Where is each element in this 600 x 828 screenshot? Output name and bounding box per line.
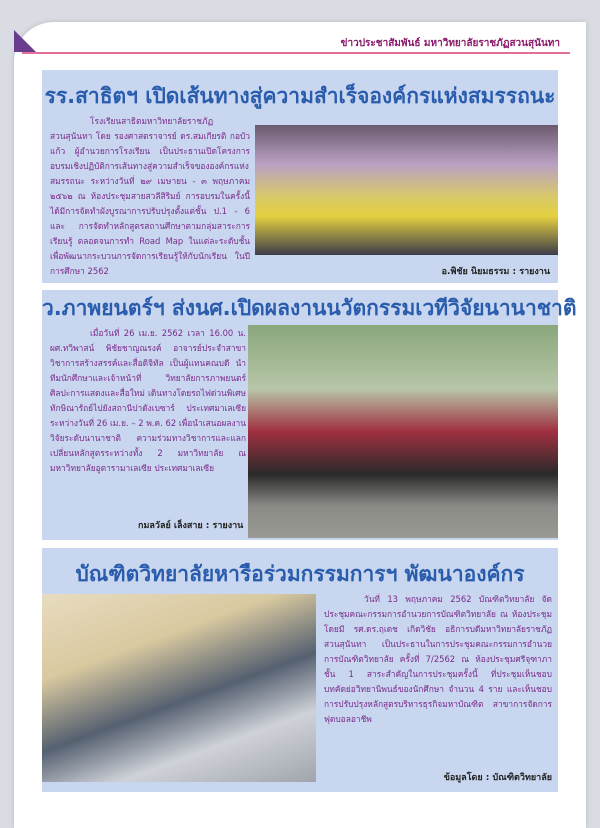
article-1 (42, 70, 558, 283)
article-title: บัณฑิตวิทยาลัยหารือร่วมกรรมการฯ พัฒนาองค์กร (75, 562, 525, 586)
article-credit: อ.พิชัย นิยมธรรม : รายงาน (441, 267, 550, 277)
corner-decoration (14, 30, 36, 52)
article-title: ว.ภาพยนตร์ฯ ส่งนศ.เปิดผลงานนวัตกรรมเวทีวิจัยนานาชาติ (42, 296, 577, 320)
article-credit: กมลวัลย์ เล็งสาย : รายงาน (138, 521, 244, 531)
header-rule (22, 52, 570, 54)
article-2 (42, 290, 577, 540)
article-credit: ข้อมูลโดย : บัณฑิตวิทยาลัย (443, 773, 552, 783)
meeting-photo (42, 594, 316, 782)
publication-header: ข่าวประชาสัมพันธ์ มหาวิทยาลัยราชภัฏสวนสุนันทา (340, 38, 560, 49)
students-photo (248, 325, 558, 538)
article-3 (42, 548, 558, 792)
article-title: รร.สาธิตฯ เปิดเส้นทางสู่ความสำเร็จองค์กรแห่งสมรรถนะ (44, 84, 556, 108)
article-body: เมื่อวันที่ 26 เม.ย. 2562 เวลา 16.00 น. ผศ.ทวิพาสน์ พิชัยชาญณรงค์ อาจารย์ประจำสาขาวิชาการสร้างสรรค์และสื่อดิจิทัล เป็นผู้แทนคณบดี นำทีมนักศึกษาและเจ้าหน้าที่ วิทยาลัยการภาพยนตร์ ศิลปะการแสดงและสื่อใหม่ เดินทางโดยรถไฟด่วนพิเศษทักษิณารัถย์ไปยังสถานีปาดังเบซาร์ ประเทศมาเลเซีย ระหว่างวันที่ 26 เม.ย. – 2 พ.ค. 62 เพื่อนำเสนอผลงานวิจัยระดับนานาชาติ ความร่วมทางวิชาการและแลกเปลี่ยนหลักสูตรระหว่างทั้ง 2 มหาวิทยาลัย ณ มหาวิทยาลัยอูตารามาเลเซีย ประเทศมาเลเซีย (50, 328, 246, 473)
article-body: วันที่ 13 พฤษภาคม 2562 บัณฑิตวิทยาลัย จัดประชุมคณะกรรมการอำนวยการบัณฑิตวิทยาลัย ณ ห้องประชุมโดยมี รศ.ดร.ฤเดช เกิดวิชัย อธิการบดีมหาวิทยาลัยราชภัฏสวนสุนันทา เป็นประธานในการประชุมคณะกรรมการอำนวยการบัณฑิตวิทยาลัย ครั้งที่ 7/2562 ณ ห้องประชุมศรีจุฑาภา ชั้น 1 สาระสำคัญในการประชุมครั้งนี้ ที่ประชุมเห็นชอบบทคัดย่อวิทยานิพนธ์ของนักศึกษา จำนวน 4 ราย และเห็นชอบการปรับปรุงหลักสูตรบริหารธุรกิจมหาบัณฑิต สาขาการจัดการฟุตบอลอาชีพ (324, 594, 552, 724)
group-photo (255, 125, 558, 255)
article-body: โรงเรียนสาธิตมหาวิทยาลัยราชภัฏสวนสุนันทา โดย รองศาสตราจารย์ ดร.สมเกียรติ กอบัวแก้ว ผู้อำนวยการโรงเรียน เป็นประธานเปิดโครงการอบรมเชิงปฏิบัติการเส้นทางสู่ความสำเร็จขององค์กรแห่งสมรรถนะ ระหว่างวันที่ ๒๙ เมษายน - ๓ พฤษภาคม ๒๕๖๒ ณ ห้องประชุมสายสวลีสิริมย์ การอบรมในครั้งนี้ได้มีการจัดทำผังบูรณาการปรับปรุงตั้งแต่ชั้น ป.1 - 6 และ การจัดทำหลักสูตรสถานศึกษาตามกลุ่มสาระการเรียนรู้ ตลอดจนการทำ Road Map ในแต่ละระดับชั้น เพื่อพัฒนากระบวนการจัดการเรียนรู้ให้กับนักเรียน ในปีการศึกษา 2562 (50, 116, 250, 276)
